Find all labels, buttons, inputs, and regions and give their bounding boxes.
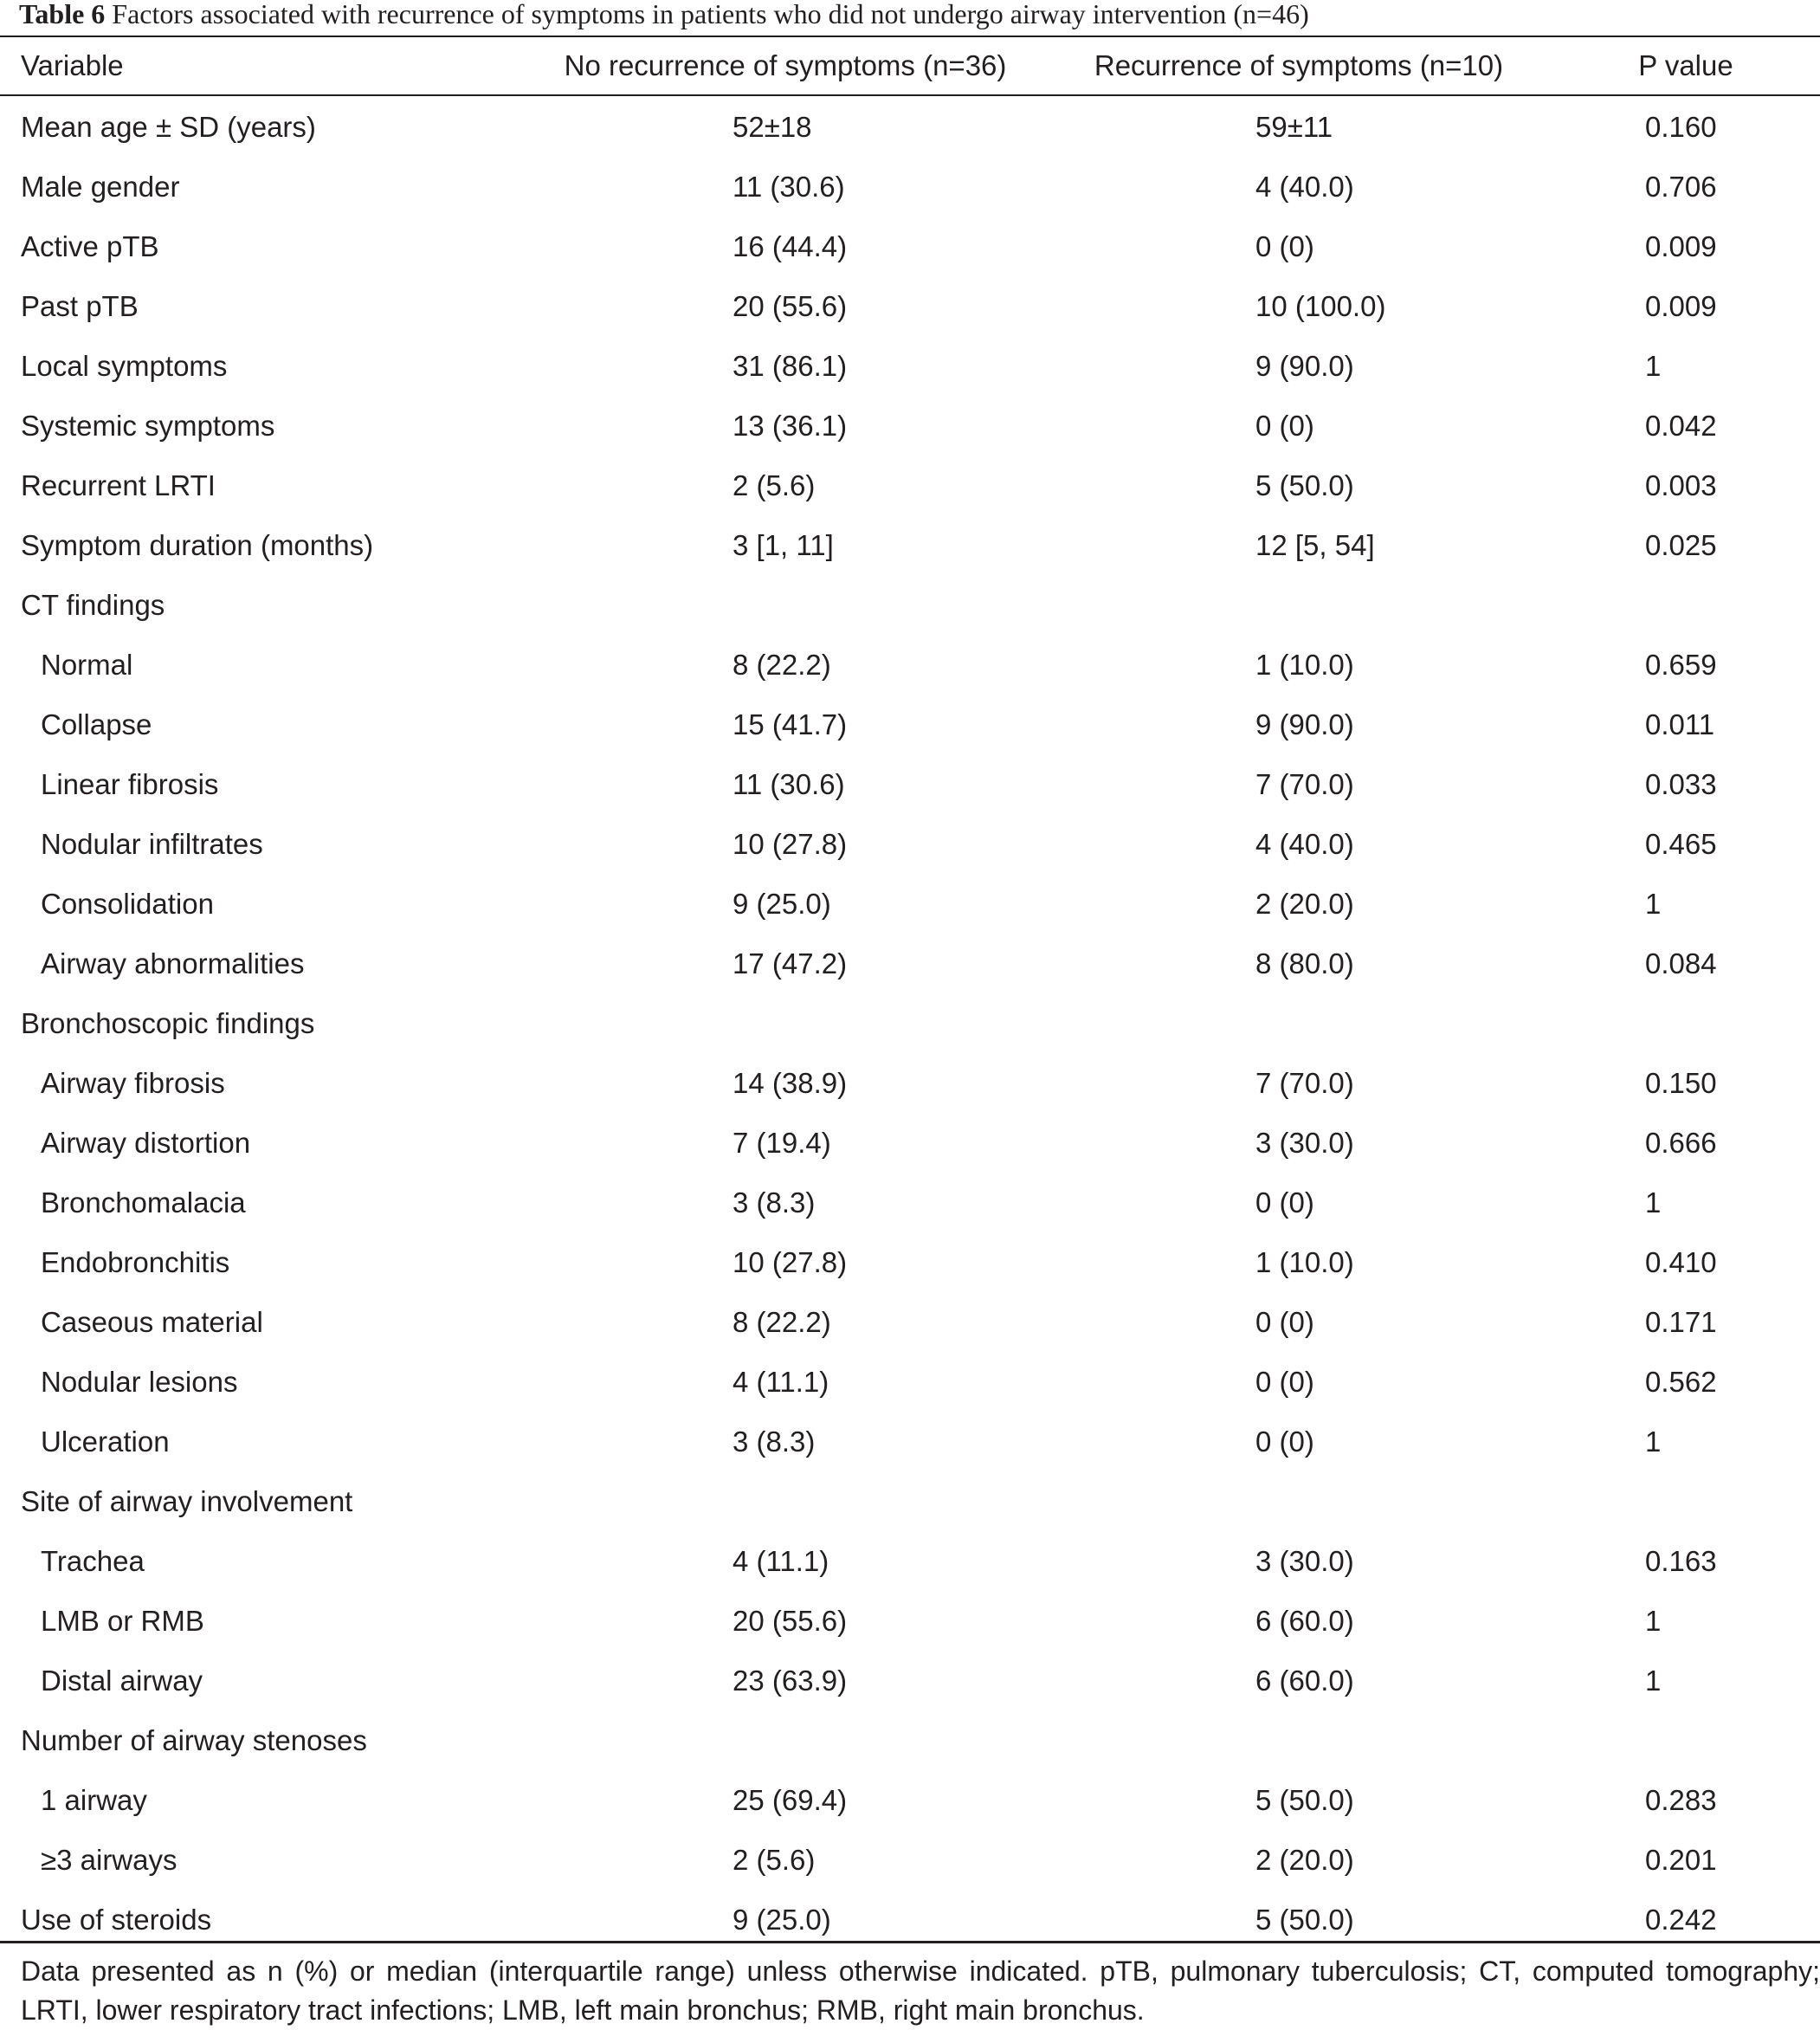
cell-recurrence: 7 (70.0) — [1255, 1067, 1354, 1099]
cell-variable: Ulceration — [41, 1426, 170, 1458]
cell-no-recurrence: 2 (5.6) — [733, 469, 816, 501]
table-header-rule — [0, 94, 1820, 96]
table-row — [0, 1651, 1820, 1710]
table-row — [0, 874, 1820, 934]
cell-variable: Mean age ± SD (years) — [21, 111, 316, 143]
header-p-value: P value — [1638, 49, 1733, 81]
cell-p-value: 0.009 — [1645, 230, 1717, 262]
cell-no-recurrence: 25 (69.4) — [733, 1784, 848, 1816]
cell-p-value: 0.084 — [1645, 947, 1717, 979]
cell-variable: Airway distortion — [41, 1127, 251, 1159]
cell-p-value: 0.171 — [1645, 1306, 1717, 1338]
cell-no-recurrence: 20 (55.6) — [733, 1605, 848, 1637]
cell-variable: Use of steroids — [21, 1904, 212, 1936]
cell-p-value: 1 — [1645, 1665, 1662, 1697]
table-row — [0, 754, 1820, 814]
cell-no-recurrence: 52±18 — [733, 111, 812, 143]
cell-recurrence: 7 (70.0) — [1255, 768, 1354, 800]
table-header-row — [0, 36, 1820, 94]
cell-variable: LMB or RMB — [41, 1605, 204, 1637]
table-row — [0, 1412, 1820, 1471]
cell-variable: Site of airway involvement — [21, 1485, 353, 1517]
cell-recurrence: 0 (0) — [1255, 1366, 1314, 1398]
cell-no-recurrence: 9 (25.0) — [733, 888, 831, 920]
cell-variable: 1 airway — [41, 1784, 147, 1816]
cell-variable: Nodular infiltrates — [41, 828, 263, 860]
cell-no-recurrence: 20 (55.6) — [733, 290, 848, 322]
cell-variable: Airway fibrosis — [41, 1067, 225, 1099]
cell-variable: Airway abnormalities — [41, 947, 305, 979]
cell-no-recurrence: 15 (41.7) — [733, 708, 848, 740]
cell-p-value: 0.150 — [1645, 1067, 1717, 1099]
cell-no-recurrence: 8 (22.2) — [733, 1306, 831, 1338]
cell-variable: Normal — [41, 649, 133, 681]
cell-p-value: 1 — [1645, 1605, 1662, 1637]
cell-variable: Systemic symptoms — [21, 410, 275, 442]
cell-recurrence: 4 (40.0) — [1255, 828, 1354, 860]
cell-p-value: 0.025 — [1645, 529, 1717, 561]
table-row — [0, 1232, 1820, 1292]
cell-p-value: 0.242 — [1645, 1904, 1717, 1936]
cell-p-value: 0.666 — [1645, 1127, 1717, 1159]
table-label: Table 6 — [19, 0, 106, 29]
header-recurrence: Recurrence of symptoms (n=10) — [1094, 49, 1504, 81]
cell-p-value: 0.706 — [1645, 171, 1717, 203]
table-row — [0, 97, 1820, 157]
cell-recurrence: 2 (20.0) — [1255, 888, 1354, 920]
cell-recurrence: 6 (60.0) — [1255, 1605, 1354, 1637]
cell-recurrence: 8 (80.0) — [1255, 947, 1354, 979]
cell-variable: CT findings — [21, 589, 165, 621]
header-variable: Variable — [21, 49, 124, 81]
table-row — [0, 217, 1820, 276]
cell-p-value: 0.033 — [1645, 768, 1717, 800]
table-row — [0, 157, 1820, 217]
table-row — [0, 1770, 1820, 1830]
cell-no-recurrence: 14 (38.9) — [733, 1067, 848, 1099]
table-row — [0, 1531, 1820, 1591]
cell-p-value: 1 — [1645, 350, 1662, 382]
cell-variable: Number of airway stenoses — [21, 1724, 367, 1756]
cell-recurrence: 2 (20.0) — [1255, 1844, 1354, 1876]
table-row — [0, 1710, 1820, 1770]
cell-recurrence: 0 (0) — [1255, 1186, 1314, 1219]
table-bottom-rule — [0, 1941, 1820, 1943]
cell-recurrence: 1 (10.0) — [1255, 1246, 1354, 1278]
cell-no-recurrence: 10 (27.8) — [733, 828, 848, 860]
table-row — [0, 396, 1820, 456]
cell-p-value: 0.009 — [1645, 290, 1717, 322]
table-row — [0, 1830, 1820, 1890]
cell-recurrence: 0 (0) — [1255, 230, 1314, 262]
cell-variable: Active pTB — [21, 230, 159, 262]
cell-no-recurrence: 17 (47.2) — [733, 947, 848, 979]
table-row — [0, 993, 1820, 1053]
table-row — [0, 695, 1820, 754]
cell-variable: Collapse — [41, 708, 152, 740]
cell-variable: Recurrent LRTI — [21, 469, 216, 501]
cell-no-recurrence: 4 (11.1) — [733, 1366, 829, 1398]
cell-recurrence: 0 (0) — [1255, 410, 1314, 442]
cell-variable: Trachea — [41, 1545, 145, 1577]
cell-recurrence: 10 (100.0) — [1255, 290, 1386, 322]
cell-recurrence: 6 (60.0) — [1255, 1665, 1354, 1697]
cell-no-recurrence: 8 (22.2) — [733, 649, 831, 681]
table-row — [0, 1471, 1820, 1531]
cell-variable: Male gender — [21, 171, 180, 203]
cell-p-value: 0.011 — [1645, 708, 1715, 740]
cell-recurrence: 0 (0) — [1255, 1306, 1314, 1338]
table-row — [0, 1053, 1820, 1113]
table-row — [0, 575, 1820, 635]
cell-variable: Local symptoms — [21, 350, 228, 382]
cell-p-value: 0.042 — [1645, 410, 1717, 442]
table-row — [0, 456, 1820, 515]
cell-variable: Symptom duration (months) — [21, 529, 374, 561]
cell-no-recurrence: 23 (63.9) — [733, 1665, 848, 1697]
cell-no-recurrence: 3 (8.3) — [733, 1186, 816, 1219]
cell-p-value: 0.283 — [1645, 1784, 1717, 1816]
cell-no-recurrence: 16 (44.4) — [733, 230, 848, 262]
cell-p-value: 0.201 — [1645, 1844, 1717, 1876]
table-row — [0, 1292, 1820, 1352]
table-row — [0, 1352, 1820, 1412]
cell-no-recurrence: 3 [1, 11] — [733, 529, 834, 561]
cell-recurrence: 3 (30.0) — [1255, 1545, 1354, 1577]
cell-p-value: 1 — [1645, 1186, 1662, 1219]
header-no-recurrence: No recurrence of symptoms (n=36) — [564, 49, 1007, 81]
cell-recurrence: 5 (50.0) — [1255, 1904, 1354, 1936]
cell-no-recurrence: 9 (25.0) — [733, 1904, 831, 1936]
cell-no-recurrence: 11 (30.6) — [733, 171, 845, 203]
table-title: Factors associated with recurrence of symptoms in patients who did not undergo airway intervention (n=46) — [105, 0, 1309, 29]
table-row — [0, 336, 1820, 396]
table-row — [0, 1591, 1820, 1651]
cell-variable: Bronchomalacia — [41, 1186, 246, 1219]
cell-no-recurrence: 3 (8.3) — [733, 1426, 816, 1458]
cell-p-value: 0.160 — [1645, 111, 1717, 143]
cell-variable: Past pTB — [21, 290, 139, 322]
cell-variable: Linear fibrosis — [41, 768, 219, 800]
table-row — [0, 1113, 1820, 1173]
cell-variable: Nodular lesions — [41, 1366, 238, 1398]
cell-p-value: 0.163 — [1645, 1545, 1717, 1577]
cell-recurrence: 1 (10.0) — [1255, 649, 1354, 681]
cell-variable: Bronchoscopic findings — [21, 1007, 315, 1039]
cell-p-value: 0.562 — [1645, 1366, 1717, 1398]
table-row — [0, 1173, 1820, 1232]
cell-recurrence: 9 (90.0) — [1255, 350, 1354, 382]
cell-recurrence: 59±11 — [1255, 111, 1333, 143]
cell-recurrence: 12 [5, 54] — [1255, 529, 1375, 561]
cell-p-value: 1 — [1645, 888, 1662, 920]
cell-variable: Distal airway — [41, 1665, 203, 1697]
cell-recurrence: 5 (50.0) — [1255, 469, 1354, 501]
cell-p-value: 0.003 — [1645, 469, 1717, 501]
table-footnote: Data presented as n (%) or median (interquartile range) unless otherwise indicated. pTB, pulmonary tuberculosis; CT, computed tomography; LRTI, lower respiratory tract infections; LMB, left main bronchus; RMB, right main bronchus. — [21, 1956, 1820, 2026]
cell-recurrence: 9 (90.0) — [1255, 708, 1354, 740]
table-row — [0, 635, 1820, 695]
cell-p-value: 1 — [1645, 1426, 1662, 1458]
cell-variable: ≥3 airways — [41, 1844, 177, 1876]
cell-variable: Endobronchitis — [41, 1246, 230, 1278]
cell-recurrence: 3 (30.0) — [1255, 1127, 1354, 1159]
cell-recurrence: 5 (50.0) — [1255, 1784, 1354, 1816]
table-row — [0, 276, 1820, 336]
cell-no-recurrence: 2 (5.6) — [733, 1844, 816, 1876]
cell-p-value: 0.659 — [1645, 649, 1717, 681]
cell-no-recurrence: 31 (86.1) — [733, 350, 848, 382]
table-row — [0, 934, 1820, 993]
cell-p-value: 0.410 — [1645, 1246, 1717, 1278]
cell-variable: Consolidation — [41, 888, 214, 920]
table-row — [0, 814, 1820, 874]
cell-no-recurrence: 13 (36.1) — [733, 410, 848, 442]
cell-variable: Caseous material — [41, 1306, 263, 1338]
table-row — [0, 515, 1820, 575]
cell-p-value: 0.465 — [1645, 828, 1717, 860]
cell-no-recurrence: 4 (11.1) — [733, 1545, 829, 1577]
cell-no-recurrence: 7 (19.4) — [733, 1127, 831, 1159]
cell-recurrence: 0 (0) — [1255, 1426, 1314, 1458]
table-caption — [19, 0, 1811, 33]
cell-recurrence: 4 (40.0) — [1255, 171, 1354, 203]
cell-no-recurrence: 11 (30.6) — [733, 768, 845, 800]
cell-no-recurrence: 10 (27.8) — [733, 1246, 848, 1278]
